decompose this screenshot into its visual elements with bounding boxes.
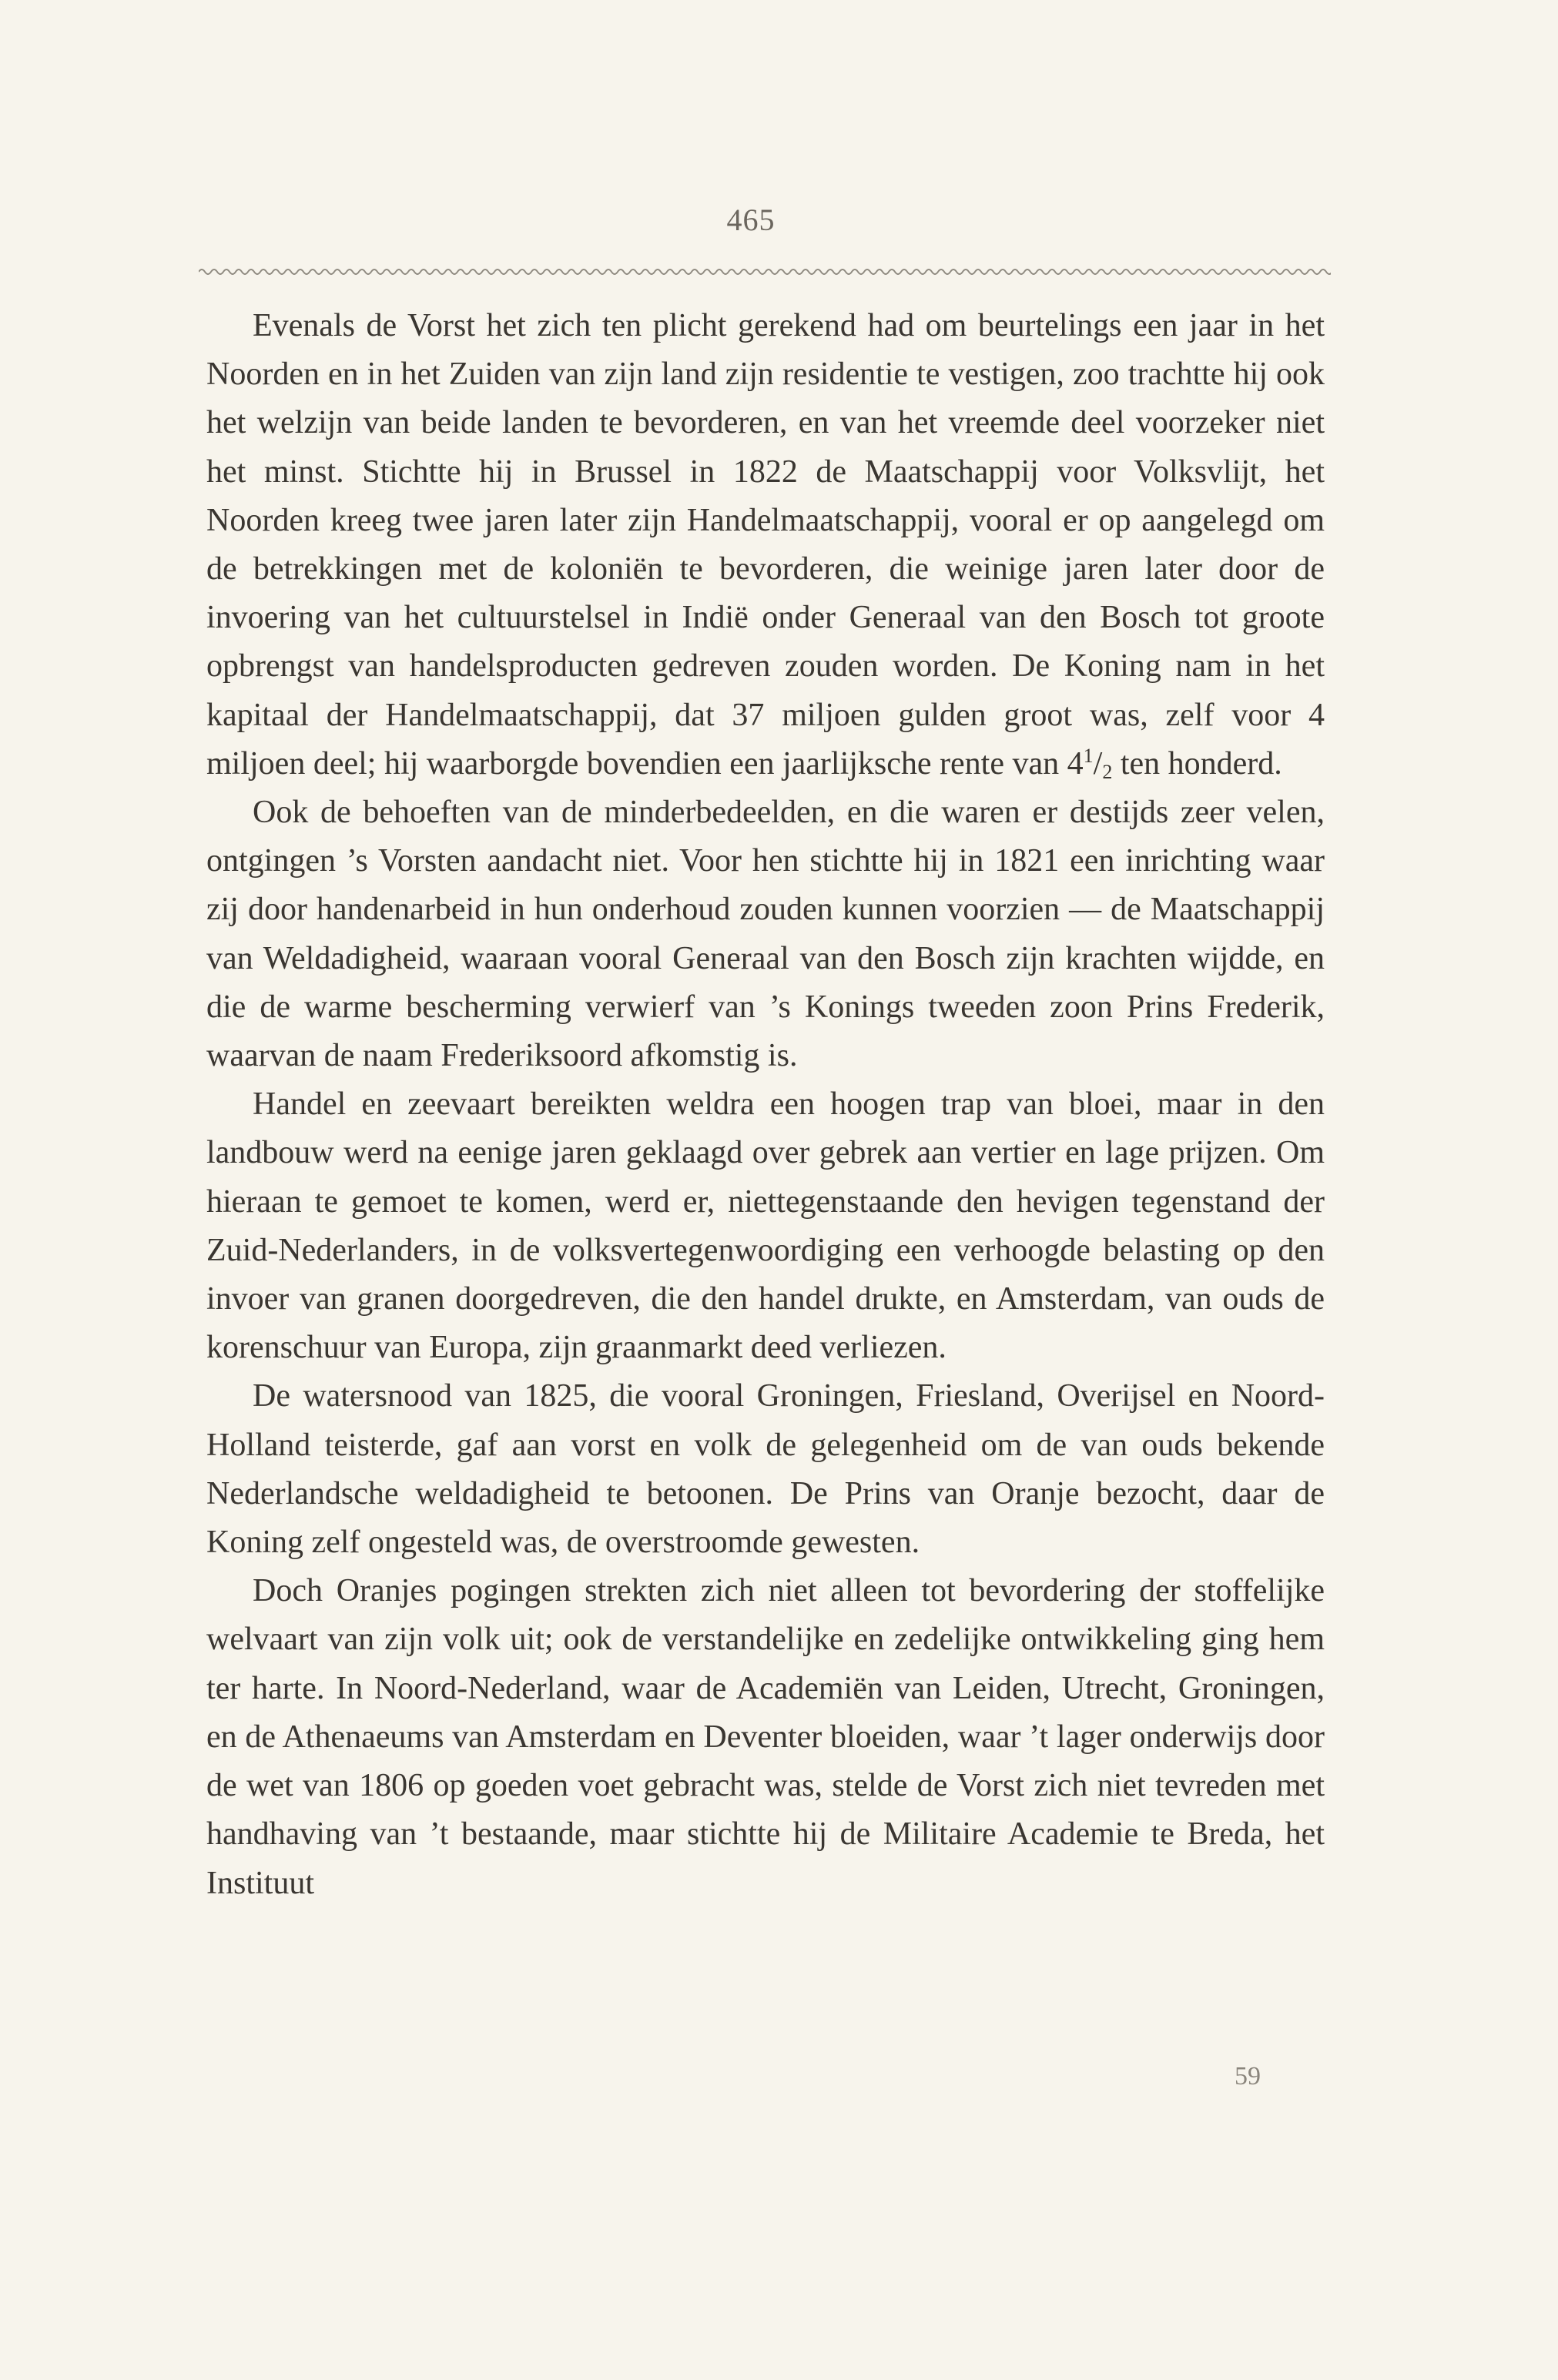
paragraph-4: De watersnood van 1825, die vooral Groningen, Friesland, Overijsel en Noord-Holland teisterde, gaf aan vorst en volk de gelegenheid om de van ouds bekende Nederlandsche weldadigheid te betoonen. De Prins van Oranje bezocht, daar de Koning zelf ongesteld was, de overstroomde gewesten. — [206, 1378, 1325, 1561]
paragraph-5: Doch Oranjes pogingen strekten zich niet alleen tot bevordering der stoffelijke welvaart van zijn volk uit; ook de verstandelijke en zedelijke ontwikkeling ging hem ter harte. In Noord-Nederland, waar de Academiën van Leiden, Utrecht, Groningen, en de Athenaeums van Amsterdam en Deventer bloeiden, waar ’t lager onderwijs door de wet van 1806 op goeden voet gebracht was, stelde de Vorst zich niet tevreden met handhaving van ’t bestaande, maar stichtte hij de Militaire Academie te Breda, het Instituut — [206, 1573, 1325, 1901]
wavy-rule-divider — [199, 263, 1331, 280]
page-number: 465 — [726, 203, 776, 237]
body-text — [206, 302, 1325, 1908]
fraction-denominator: 2 — [1102, 760, 1113, 783]
signature-mark: 59 — [1235, 2062, 1261, 2090]
paragraph-2: Ook de behoeften van de minderbedeelden, en die waren er destijds zeer velen, ontgingen ’s Vorsten aandacht niet. Voor hen stichtte hij in 1821 een inrichting waar zij door handenarbeid in hun onderhoud zouden kunnen voorzien — de Maatschappij van Weldadigheid, waaraan vooral Generaal van den Bosch zijn krachten wijdde, en die de warme bescherming verwierf van ’s Konings tweeden zoon Prins Frederik, waarvan de naam Frederiksoord afkomstig is. — [206, 795, 1325, 1074]
paragraph-1-ending: ten honderd. — [1112, 745, 1282, 782]
wavy-rule-graphic — [199, 263, 1331, 280]
paragraph-1-text: Evenals de Vorst het zich ten plicht gerekend had om beurtelings een jaar in het Noorden en in het Zuiden van zijn land zijn residentie te vestigen, zoo trachtte hij ook het welzijn van beide landen te bevorderen, en van het vreemde deel voorzeker niet het minst. Stichtte hij in Brussel in 1822 de Maatschappij voor Volksvlijt, het Noorden kreeg twee jaren later zijn Handelmaatschappij, vooral er op aangelegd om de betrekkingen met de koloniën te bevorderen, die weinige jaren later door de invoering van het cultuurstelsel in Indië onder Generaal van den Bosch tot groote opbrengst van handelsproducten gedreven zouden worden. De Koning nam in het kapitaal der Handelmaatschappij, dat 37 miljoen gulden groot was, zelf voor 4 miljoen deel; hij waarborgde bovendien een jaarlijksche rente van 4 — [206, 308, 1325, 782]
paragraph-1 — [206, 302, 1325, 788]
fraction-slash: / — [1093, 745, 1103, 782]
fraction-numerator: 1 — [1083, 744, 1094, 767]
paragraph-3: Handel en zeevaart bereikten weldra een hoogen trap van bloei, maar in den landbouw werd na eenige jaren geklaagd over gebrek aan vertier en lage prijzen. Om hieraan te gemoet te komen, werd er, niettegenstaande den hevigen tegenstand der Zuid-Nederlanders, in de volksvertegenwoordiging een verhoogde belasting op den invoer van granen doorgedreven, die den handel drukte, en Amsterdam, van ouds de korenschuur van Europa, zijn graanmarkt deed verliezen. — [206, 1086, 1325, 1366]
